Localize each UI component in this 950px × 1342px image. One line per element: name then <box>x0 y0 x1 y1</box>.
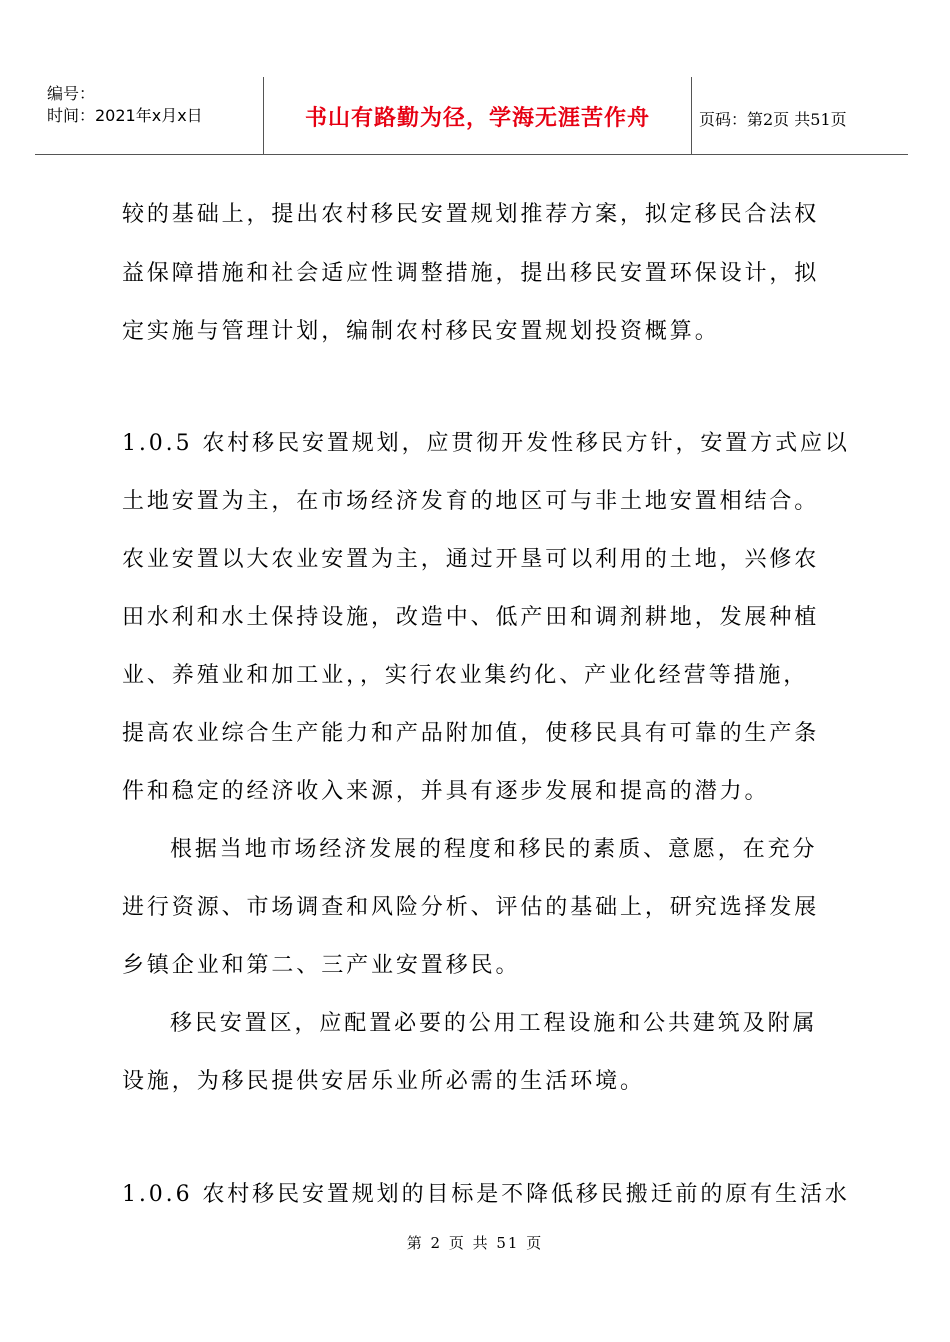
document-number-label: 编号： <box>47 84 96 103</box>
clause-1-0-5-line: 1.0.5 农村移民安置规划，应贯彻开发性移民方针，安置方式应以 <box>122 431 850 456</box>
body-line: 益保障措施和社会适应性调整措施，提出移民安置环保设计，拟 <box>122 261 820 286</box>
page-header <box>35 77 908 155</box>
header-left-cell <box>35 77 263 154</box>
body-line: 农业安置以大农业安置为主，通过开垦可以利用的土地，兴修农 <box>122 547 820 572</box>
page-footer: 第 2 页 共 51 页 <box>406 1234 544 1252</box>
body-line: 业、养殖业和加工业，，实行农业集约化、产业化经营等措施， <box>122 663 809 688</box>
paragraph-start-line: 移民安置区，应配置必要的公用工程设施和公共建筑及附属 <box>170 1011 818 1036</box>
clause-1-0-6-line: 1.0.6 农村移民安置规划的目标是不降低移民搬迁前的原有生活水 <box>122 1182 850 1207</box>
body-line: 田水利和水土保持设施，改造中、低产田和调剂耕地，发展种植 <box>122 605 820 630</box>
header-right-cell <box>691 77 908 154</box>
body-line: 件和稳定的经济收入来源，并具有逐步发展和提高的潜力。 <box>122 779 770 804</box>
body-line: 定实施与管理计划，编制农村移民安置规划投资概算。 <box>122 319 720 344</box>
header-page-info: 页码：第2页 共51页 <box>699 110 847 129</box>
header-motto: 书山有路勤为径，学海无涯苦作舟 <box>304 106 650 131</box>
paragraph-start-line: 根据当地市场经济发展的程度和移民的素质、意愿，在充分 <box>170 837 818 862</box>
body-line: 进行资源、市场调查和风险分析、评估的基础上，研究选择发展 <box>122 895 820 920</box>
body-line: 乡镇企业和第二、三产业安置移民。 <box>122 953 521 978</box>
body-line: 土地安置为主，在市场经济发育的地区可与非土地安置相结合。 <box>122 489 820 514</box>
body-line: 较的基础上，提出农村移民安置规划推荐方案，拟定移民合法权 <box>122 202 820 227</box>
body-line: 设施，为移民提供安居乐业所必需的生活环境。 <box>122 1069 645 1094</box>
document-time-label: 时间：2021年x月x日 <box>47 106 203 125</box>
body-line: 提高农业综合生产能力和产品附加值，使移民具有可靠的生产条 <box>122 721 820 746</box>
header-middle-cell <box>263 77 692 154</box>
